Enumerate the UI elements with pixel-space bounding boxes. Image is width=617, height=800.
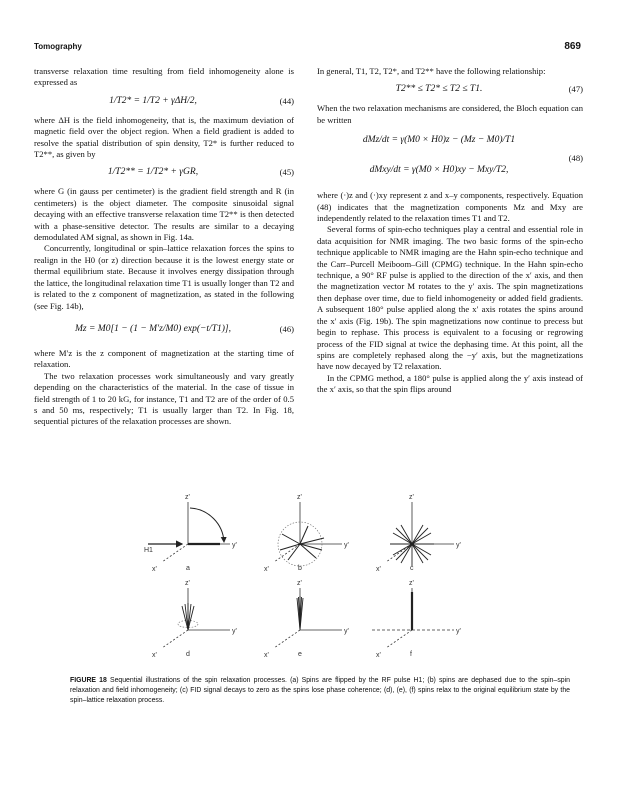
axis-z-label: z' xyxy=(409,494,414,501)
panel-e xyxy=(264,580,349,659)
equation-line-2: dMxy/dt = γ(M0 × H0)xy − Mxy/T2, xyxy=(369,165,509,176)
paragraph: When the two relaxation mechanisms are considered, the Bloch equation can be written xyxy=(317,103,583,125)
paragraph: In general, T1, T2, T2*, and T2** have the following relationship: xyxy=(317,66,546,76)
axis-y-label: y' xyxy=(232,542,237,549)
right-column xyxy=(317,66,583,396)
axis-x-label: x' xyxy=(264,566,269,573)
panel-b xyxy=(264,494,349,573)
equation-formula: T2** ≤ T2* ≤ T2 ≤ T1. xyxy=(395,84,483,95)
panel-label: b xyxy=(298,565,302,572)
left-column xyxy=(34,66,294,428)
equation-44 xyxy=(34,92,294,112)
paragraph: where G (in gauss per centimeter) is the gradient field strength and R (in centimeters) is the object diameter. The composite sinusoidal signal decaying with an effective transverse relaxation time T2** is then detected with a phase-sensitive detector. The results are similar to a decaying demodulated AM signal, as shown in Fig. 14a. xyxy=(34,186,294,243)
equation-formula: Mz = M0[1 − (1 − M′z/M0) exp(−t/T1)], xyxy=(75,323,231,334)
paragraph: transverse relaxation time resulting from field inhomogeneity alone is expressed as xyxy=(34,66,294,88)
paragraph: Concurrently, longitudinal or spin–lattice relaxation forces the spins to realign in the H0 (or z) direction because it is the lowest energy state or thermal equilibrium state. Because it involves energy dissipation through the lattice, the longitudinal relaxation time T1 is usually longer than T2 and is related to the z component of magnetization, as stated in the following (see Fig. 14b), xyxy=(34,243,294,311)
paragraph: where (·)z and (·)xy represent z and x–y components, respectively. Equation (48) indicates that the magnetization components Mz and Mxy are independently related to the relaxation times T1 and T2. xyxy=(317,190,583,224)
equation-formula: 1/T2** = 1/T2* + γGR, xyxy=(107,167,199,178)
paragraph: The two relaxation processes work simultaneously and vary greatly depending on the characteristics of the material. In the case of tissue in field strength of 1 to 20 kG, for instance, T1 and T2 are of the order of 0.5 s and 50 ms, respectively; T1 is usually larger than T2. In Fig. 18, sequential pictures of the relaxation processes are shown. xyxy=(34,370,294,427)
axis-x-label: x' xyxy=(376,566,381,573)
equation-number: (46) xyxy=(279,323,294,334)
equation-formula: 1/T2* = 1/T2 + γΔH/2, xyxy=(109,95,197,106)
axis-x-label: x' xyxy=(376,652,381,659)
axis-y-label: y' xyxy=(232,628,237,635)
paragraph: Several forms of spin-echo techniques play a central and essential role in data acquisition for NMR imaging. The two basic forms of the spin-echo technique applicable to NMR imaging are the Hahn spin-echo technique and the Carr–Purcell Meiboom–Gill (CPMG) technique. In the Hahn spin-echo technique, a 90° RF pulse is applied to the direction of the x′ axis, and then the magnetization vector M rotates to the y′ axis. The spin magnetizations then dephase over time, due to field inhomogeneity or added field gradients. A subsequent 180° pulse applied along the x′ axis rotates the spins around the x′ axis (Fig. 19b). The spin magnetizations now continue to precess but begin to rephase. This process is equivalent to a focusing or regrowing process of the FID signal at twice the dephasing time. At this point, all the spins are completely rephased along the −y′ axis, but the magnetizations have now decayed by T2 relaxation. xyxy=(317,224,583,372)
panel-d xyxy=(152,580,237,659)
panel-c xyxy=(376,494,461,573)
axis-x-label: x' xyxy=(152,652,157,659)
equation-number: (48) xyxy=(568,153,583,164)
panel-f xyxy=(372,580,461,659)
equation-line-1: dMz/dt = γ(M0 × H0)z − (Mz − M0)/T1 xyxy=(362,135,516,146)
axis-y-label: y' xyxy=(456,542,461,549)
equation-number: (47) xyxy=(568,84,583,95)
paragraph: where ΔH is the field inhomogeneity, that is, the maximum deviation of magnetic field over the object region. When a field gradient is added to resolve the spatial distribution of spin density, T2* is further reduced to T2**, as given by xyxy=(34,114,294,160)
axis-y-label: y' xyxy=(344,542,349,549)
axis-y-label: y' xyxy=(456,628,461,635)
equation-46 xyxy=(34,315,294,345)
axis-y-label: y' xyxy=(344,628,349,635)
axis-z-label: z' xyxy=(297,580,302,587)
panel-label: f xyxy=(410,651,412,658)
paragraph: In the CPMG method, a 180° pulse is applied along the y′ axis instead of the x′ axis, so that the spin flips around xyxy=(317,372,583,395)
figure-18 xyxy=(130,494,500,674)
h1-label: H1 xyxy=(144,547,153,554)
caption-text: Sequential illustrations of the spin relaxation processes. (a) Spins are flipped by the RF pulse H1; (b) spins are dephased due to the spin–spin relaxation and field inhomogeneity; (c) FID signal decays to zero as the spins lose phase coherence; (d), (e), (f) spins relax to the original equilibrium state by the spin–lattice relaxation process. xyxy=(70,677,570,705)
caption-label: FIGURE 18 xyxy=(70,677,107,684)
panel-label: a xyxy=(186,565,190,572)
paragraph: where M′z is the z component of magnetization at the starting time of relaxation. xyxy=(34,347,294,370)
panel-label: c xyxy=(410,565,414,572)
figure-caption xyxy=(70,676,570,707)
running-title: Tomography xyxy=(34,42,82,51)
equation-number: (45) xyxy=(279,167,294,178)
axis-x-label: x' xyxy=(152,566,157,573)
axis-z-label: z' xyxy=(185,494,190,501)
axis-z-label: z' xyxy=(185,580,190,587)
equation-number: (44) xyxy=(279,95,294,106)
equation-48 xyxy=(317,129,583,187)
panel-label: d xyxy=(186,651,190,658)
axis-x-label: x' xyxy=(264,652,269,659)
panel-label: e xyxy=(298,651,302,658)
panel-a xyxy=(144,494,237,573)
page-number: 869 xyxy=(564,41,581,52)
equation-45 xyxy=(34,163,294,183)
equation-47 xyxy=(317,80,583,100)
axis-z-label: z' xyxy=(297,494,302,501)
axis-z-label: z' xyxy=(409,580,414,587)
